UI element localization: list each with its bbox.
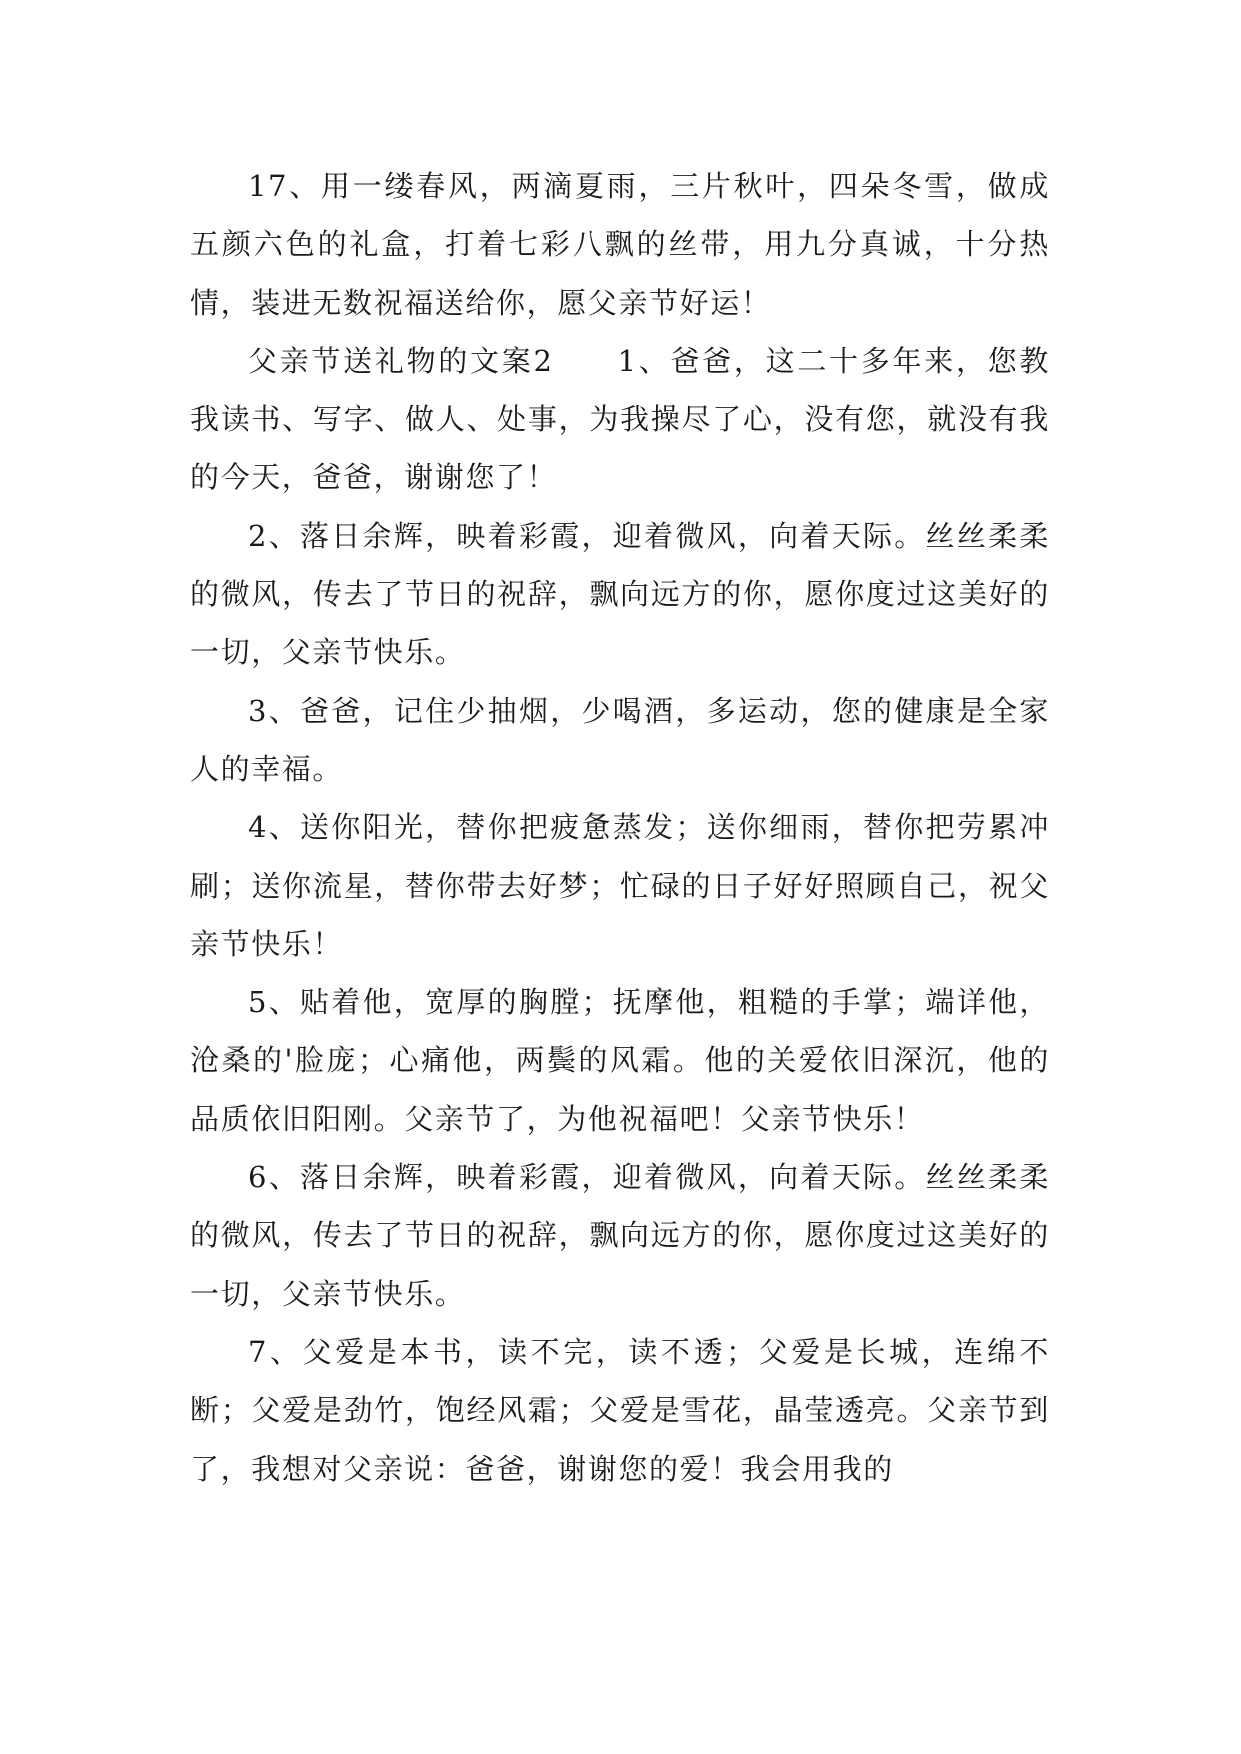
paragraph-17 <box>190 157 1050 332</box>
paragraph-section-heading <box>190 332 1050 507</box>
paragraph-text: 1、爸爸，这二十多年来，您教我读书、写字、做人、处事，为我操尽了心，没有您，就没有我的今天，爸爸，谢谢您了！ <box>190 343 1051 495</box>
paragraph-6 <box>190 1148 1050 1323</box>
paragraph-7 <box>190 1323 1050 1498</box>
paragraph-text: 6、落日余辉，映着彩霞，迎着微风，向着天际。丝丝柔柔的微风，传去了节日的祝辞，飘向远方的你，愿你度过这美好的一切，父亲节快乐。 <box>190 1160 1050 1311</box>
paragraph-text: 17、用一缕春风，两滴夏雨，三片秋叶，四朵冬雪，做成五颜六色的礼盒，打着七彩八飘的丝带，用九分真诚，十分热情，装进无数祝福送给你，愿父亲节好运！ <box>190 169 1050 320</box>
paragraph-4 <box>190 798 1050 973</box>
paragraph-5 <box>190 973 1050 1148</box>
paragraph-text: 4、送你阳光，替你把疲惫蒸发；送你细雨，替你把劳累冲刷；送你流星，替你带去好梦；忙碌的日子好好照顾自己，祝父亲节快乐！ <box>190 810 1050 961</box>
paragraph-2 <box>190 507 1050 682</box>
paragraph-text: 2、落日余辉，映着彩霞，迎着微风，向着天际。丝丝柔柔的微风，传去了节日的祝辞，飘向远方的你，愿你度过这美好的一切，父亲节快乐。 <box>190 518 1050 670</box>
section-heading: 父亲节送礼物的文案2 <box>248 343 554 378</box>
paragraph-text: 7、父爱是本书，读不完，读不透；父爱是长城，连绵不断；父爱是劲竹，饱经风霜；父爱是雪花，晶莹透亮。父亲节到了，我想对父亲说：爸爸，谢谢您的爱！我会用我的 <box>190 1334 1050 1486</box>
paragraph-text: 3、爸爸，记住少抽烟，少喝酒，多运动，您的健康是全家人的幸福。 <box>190 693 1050 786</box>
paragraph-text: 5、贴着他，宽厚的胸膛；抚摩他，粗糙的手掌；端详他，沧桑的'脸庞；心痛他，两鬓的风霜。他的关爱依旧深沉，他的品质依旧阳刚。父亲节了，为他祝福吧！父亲节快乐！ <box>190 985 1050 1136</box>
document-body <box>190 157 1050 1498</box>
paragraph-3 <box>190 682 1050 799</box>
